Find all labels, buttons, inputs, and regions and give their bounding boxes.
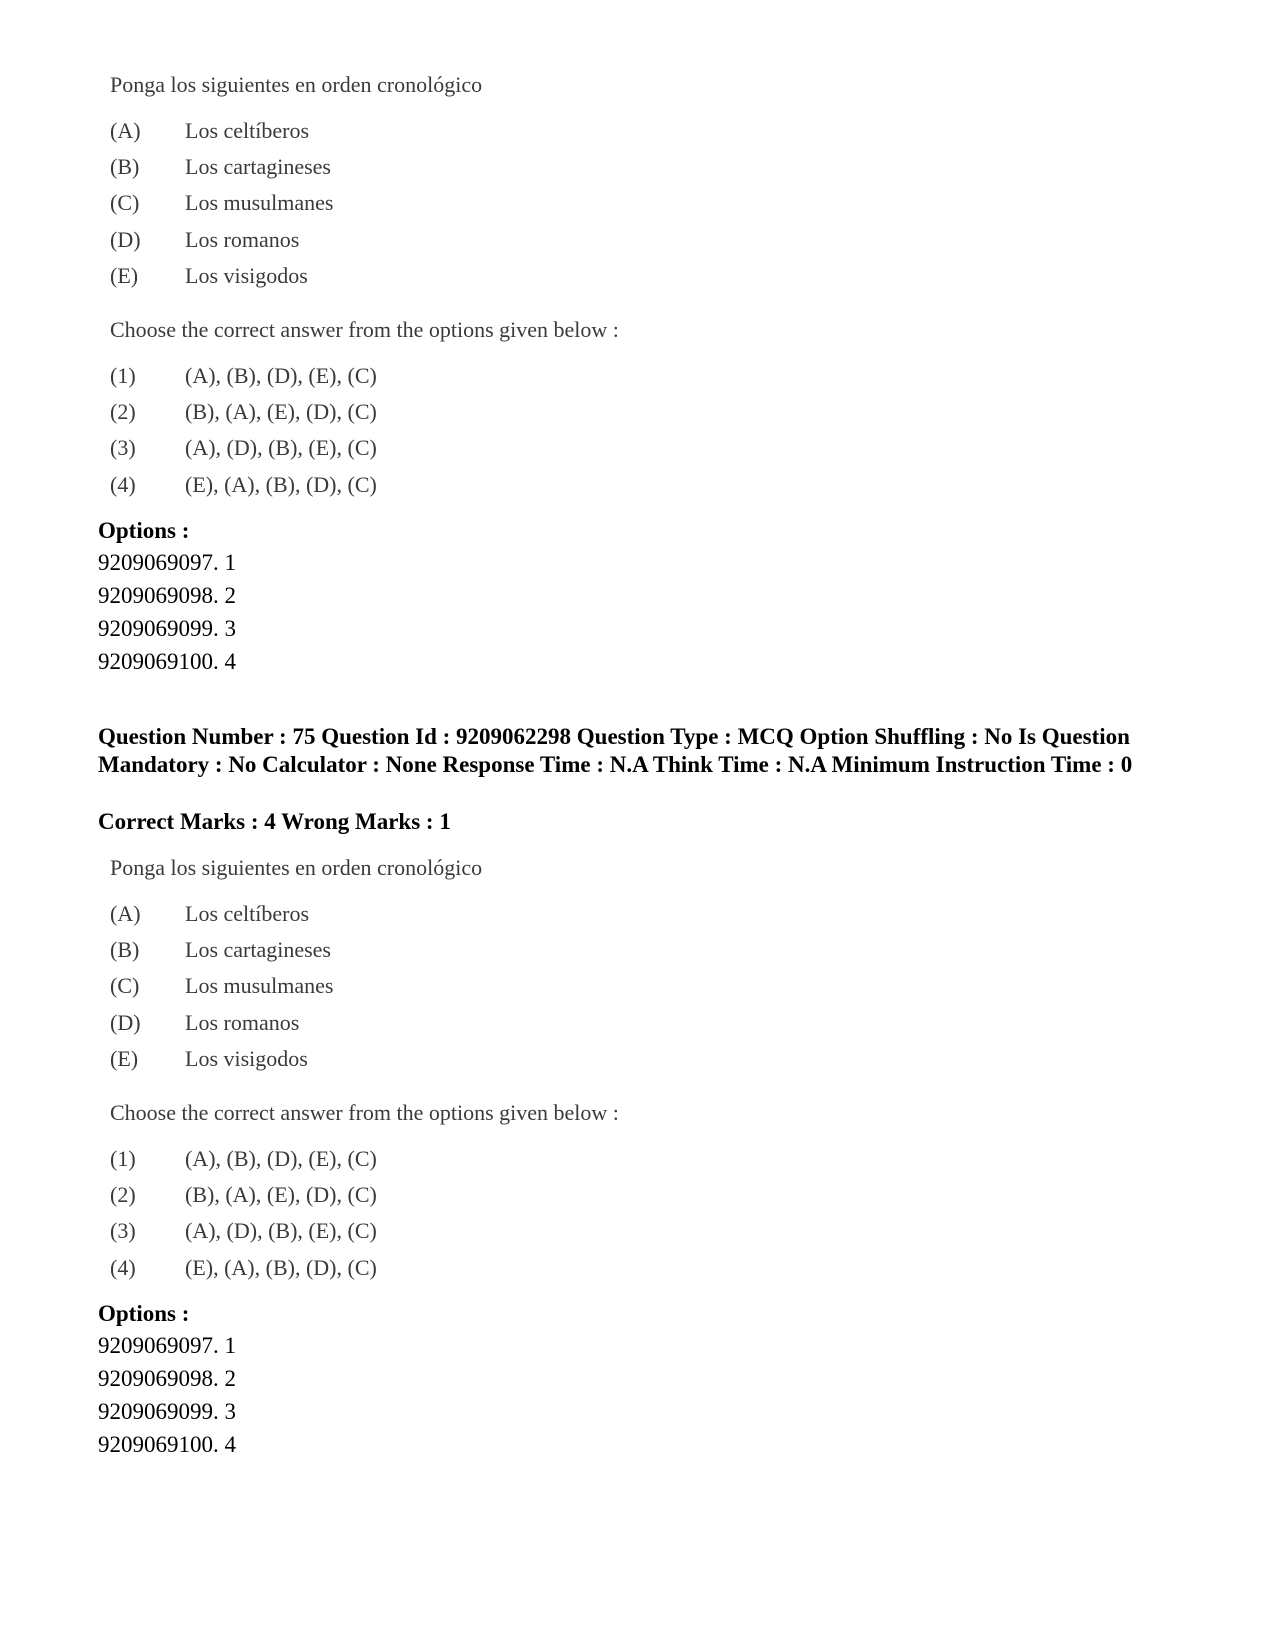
item-text: Los musulmanes <box>185 190 334 215</box>
answer-label: (2) <box>110 399 136 424</box>
question-1-prompt: Ponga los siguientes en orden cronológico <box>110 72 483 97</box>
item-text: Los celtíberos <box>185 118 310 143</box>
question-75-choose-instruction: Choose the correct answer from the options given below : <box>110 1100 619 1125</box>
item-text: Los visigodos <box>185 263 308 288</box>
question-1-option-1: 9209069097. 1 <box>98 550 236 575</box>
item-text: Los musulmanes <box>185 973 334 998</box>
item-text: Los cartagineses <box>185 154 331 179</box>
answer-label: (4) <box>110 1255 136 1280</box>
item-label: (E) <box>110 263 139 288</box>
question-1-image <box>110 72 810 512</box>
answer-label: (2) <box>110 1182 136 1207</box>
question-75-option-4: 9209069100. 4 <box>98 1432 236 1457</box>
question-75-options-heading: Options : <box>98 1301 190 1326</box>
question-1-option-2: 9209069098. 2 <box>98 583 236 608</box>
answer-label: (3) <box>110 1218 136 1243</box>
question-75-prompt: Ponga los siguientes en orden cronológico <box>110 855 483 880</box>
item-text: Los romanos <box>185 1010 300 1035</box>
answer-text: (B), (A), (E), (D), (C) <box>185 1182 377 1207</box>
item-label: (D) <box>110 227 141 252</box>
question-1-options-heading: Options : <box>98 518 190 543</box>
item-text: Los visigodos <box>185 1046 308 1071</box>
item-text: Los cartagineses <box>185 937 331 962</box>
answer-label: (1) <box>110 1146 136 1171</box>
answer-text: (A), (B), (D), (E), (C) <box>185 1146 377 1171</box>
question-1-choose-instruction: Choose the correct answer from the options given below : <box>110 317 619 342</box>
item-label: (A) <box>110 118 141 143</box>
answer-text: (A), (D), (B), (E), (C) <box>185 1218 377 1243</box>
answer-text: (A), (B), (D), (E), (C) <box>185 363 377 388</box>
question-1-option-4: 9209069100. 4 <box>98 649 236 674</box>
item-text: Los celtíberos <box>185 901 310 926</box>
answer-label: (4) <box>110 472 136 497</box>
answer-label: (1) <box>110 363 136 388</box>
item-label: (D) <box>110 1010 141 1035</box>
question-75-marks: Correct Marks : 4 Wrong Marks : 1 <box>98 809 451 834</box>
answer-text: (A), (D), (B), (E), (C) <box>185 435 377 460</box>
item-text: Los romanos <box>185 227 300 252</box>
answer-label: (3) <box>110 435 136 460</box>
question-75-metadata: Question Number : 75 Question Id : 9209062298 Question Type : MCQ Option Shuffling : No Is Question Mandatory : No Calculator : None Response Time : N.A Think Time : N.A Minimum Instruction Time : 0 <box>98 724 1133 777</box>
question-75-image <box>110 855 810 1295</box>
question-75-option-2: 9209069098. 2 <box>98 1366 236 1391</box>
answer-text: (B), (A), (E), (D), (C) <box>185 399 377 424</box>
answer-text: (E), (A), (B), (D), (C) <box>185 1255 377 1280</box>
question-75-option-1: 9209069097. 1 <box>98 1333 236 1358</box>
question-1-option-3: 9209069099. 3 <box>98 616 236 641</box>
item-label: (B) <box>110 154 140 179</box>
item-label: (C) <box>110 190 140 215</box>
item-label: (B) <box>110 937 140 962</box>
item-label: (A) <box>110 901 141 926</box>
question-75-option-3: 9209069099. 3 <box>98 1399 236 1424</box>
item-label: (E) <box>110 1046 139 1071</box>
item-label: (C) <box>110 973 140 998</box>
answer-text: (E), (A), (B), (D), (C) <box>185 472 377 497</box>
